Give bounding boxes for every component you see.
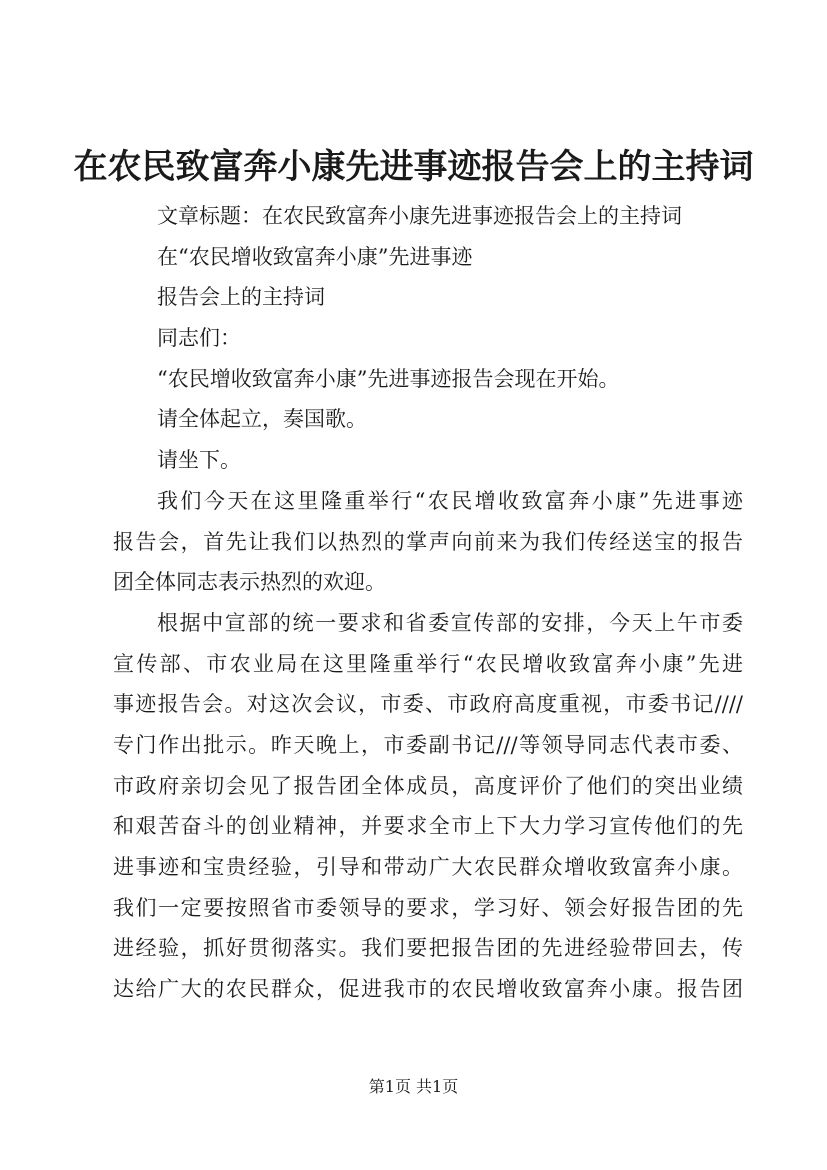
body-line-17: 进事迹和宝贵经验，引导和带动广大农民群众增收致富奔小康。 bbox=[113, 855, 743, 879]
body-line-1: 文章标题：在农民致富奔小康先进事迹报告会上的主持词 bbox=[157, 204, 682, 228]
body-line-6: 请全体起立，奏国歌。 bbox=[157, 407, 367, 432]
document-body bbox=[113, 196, 743, 1010]
body-line-5: “农民增收致富奔小康”先进事迹报告会现在开始。 bbox=[157, 366, 620, 391]
body-line-14: 专门作出批示。昨天晚上，市委副书记///等领导同志代表市委、 bbox=[113, 732, 743, 757]
body-line-7: 请坐下。 bbox=[157, 448, 241, 473]
body-line-11: 根据中宣部的统一要求和省委宣传部的安排，今天上午市委 bbox=[157, 610, 743, 635]
body-line-4: 同志们： bbox=[157, 326, 241, 351]
body-line-10: 团全体同志表示热烈的欢迎。 bbox=[113, 570, 386, 595]
body-line-3: 报告会上的主持词 bbox=[157, 285, 325, 310]
body-line-20: 达给广大的农民群众，促进我市的农民增收致富奔小康。报告团 bbox=[113, 977, 743, 1002]
page-number: 第1页 共1页 bbox=[368, 1077, 459, 1096]
body-line-13: 事迹报告会。对这次会议，市委、市政府高度重视，市委书记//// bbox=[113, 692, 743, 717]
body-line-8: 我们今天在这里隆重举行“农民增收致富奔小康”先进事迹 bbox=[157, 488, 743, 513]
body-line-16: 和艰苦奋斗的创业精神，并要求全市上下大力学习宣传他们的先 bbox=[113, 814, 743, 839]
body-line-2: 在“农民增收致富奔小康”先进事迹 bbox=[157, 244, 473, 269]
body-line-9: 报告会，首先让我们以热烈的掌声向前来为我们传经送宝的报告 bbox=[113, 529, 743, 554]
document-title: 在农民致富奔小康先进事迹报告会上的主持词 bbox=[73, 147, 754, 187]
body-line-12: 宣传部、市农业局在这里隆重举行“农民增收致富奔小康”先进 bbox=[113, 651, 743, 676]
body-line-18: 我们一定要按照省市委领导的要求，学习好、领会好报告团的先 bbox=[113, 895, 743, 920]
body-line-15: 市政府亲切会见了报告团全体成员，高度评价了他们的突出业绩 bbox=[113, 773, 743, 798]
body-line-19: 进经验，抓好贯彻落实。我们要把报告团的先进经验带回去，传 bbox=[113, 936, 743, 961]
